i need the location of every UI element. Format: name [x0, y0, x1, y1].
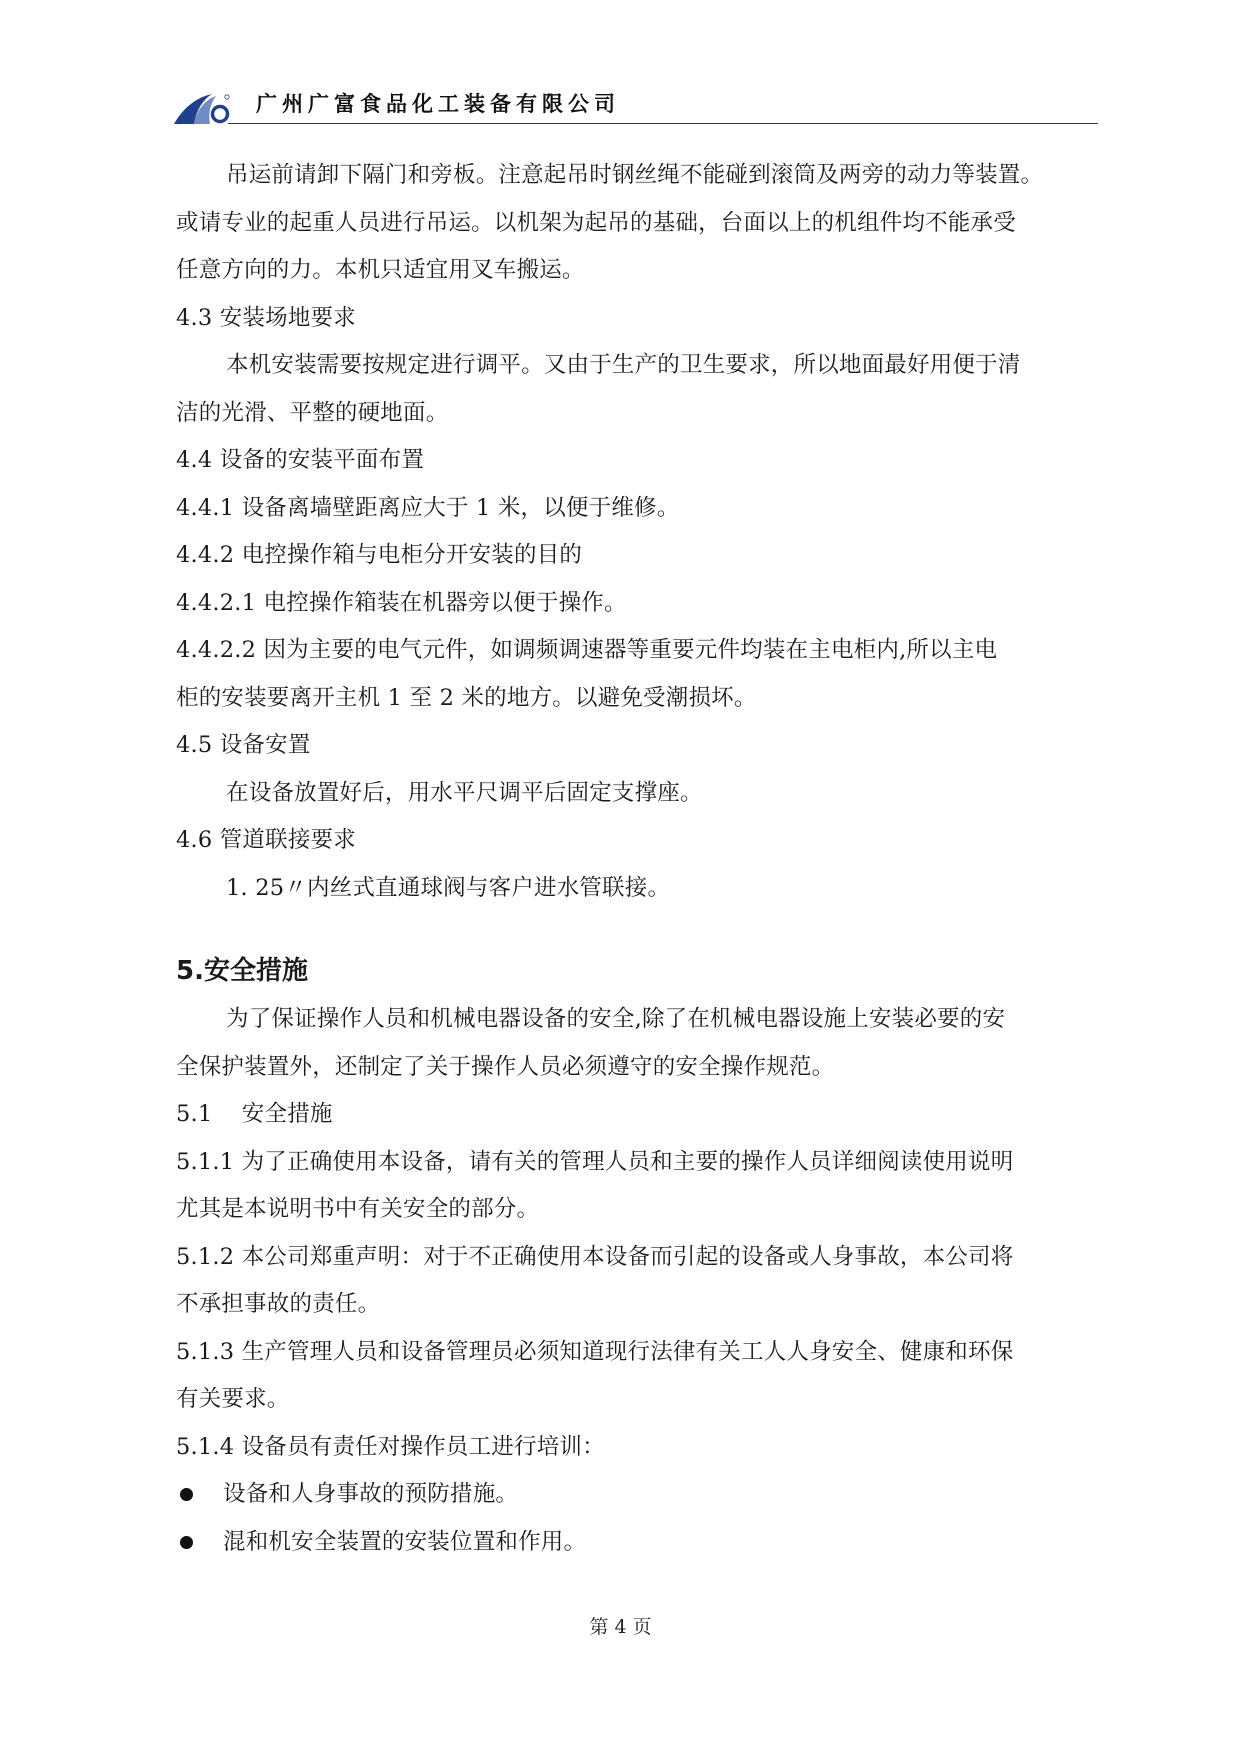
paragraph-line: 为了保证操作人员和机械电器设备的安全,除了在机械电器设施上安装必要的安	[226, 1006, 1006, 1032]
page-number: 第 4 页	[589, 1616, 652, 1638]
header-divider	[228, 123, 1098, 124]
numbered-item: 1. 25〃内丝式直通球阀与客户进水管联接。	[226, 874, 671, 901]
company-logo-icon	[172, 88, 236, 128]
paragraph-line: 全保护装置外，还制定了关于操作人员必须遵守的安全操作规范。	[176, 1053, 835, 1080]
spacer	[176, 912, 1106, 946]
page-header	[172, 82, 1098, 130]
paragraph-line: 尤其是本说明书中有关安全的部分。	[176, 1196, 540, 1222]
section-item-5-1-2: 5.1.2 本公司郑重声明：对于不正确使用本设备而引起的设备或人身事故，本公司将	[176, 1243, 1014, 1270]
bullet-text: 混和机安全装置的安装位置和作用。	[223, 1528, 587, 1555]
paragraph-line: 本机安装需要按规定进行调平。又由于生产的卫生要求，所以地面最好用便于清	[226, 352, 1021, 378]
document-body	[176, 152, 1106, 1566]
section-title-4-3: 4.3 安装场地要求	[176, 304, 356, 331]
bullet-text: 设备和人身事故的预防措施。	[223, 1481, 519, 1507]
section-item-5-1-4: 5.1.4 设备员有责任对操作员工进行培训：	[176, 1433, 605, 1460]
section-title-4-5: 4.5 设备安置	[176, 732, 311, 758]
paragraph-line: 或请专业的起重人员进行吊运。以机架为起吊的基础，台面以上的机组件均不能承受	[176, 209, 1016, 236]
bullet-icon	[180, 1488, 193, 1501]
bullet-item	[176, 1519, 1106, 1567]
paragraph-line: 任意方向的力。本机只适宜用叉车搬运。	[176, 257, 585, 283]
section-item-5-1-1: 5.1.1 为了正确使用本设备，请有关的管理人员和主要的操作人员详细阅读使用说明	[176, 1148, 1014, 1175]
paragraph-line: 柜的安装要离开主机 1 至 2 米的地方。以避免受潮损坏。	[176, 684, 757, 711]
section-item-4-4-2: 4.4.2 电控操作箱与电柜分开安装的目的	[176, 542, 583, 568]
company-name: 广州广富食品化工装备有限公司	[256, 92, 620, 116]
paragraph-line: 有关要求。	[176, 1386, 290, 1412]
section-item-4-4-1: 4.4.1 设备离墙壁距离应大于 1 米，以便于维修。	[176, 494, 680, 521]
section-title-5-1: 5.1 安全措施	[176, 1101, 333, 1127]
paragraph-line: 洁的光滑、平整的硬地面。	[176, 399, 449, 426]
paragraph-line: 在设备放置好后，用水平尺调平后固定支撑座。	[226, 779, 703, 806]
paragraph-line: 不承担事故的责任。	[176, 1291, 381, 1317]
section-item-4-4-2-1: 4.4.2.1 电控操作箱装在机器旁以便于操作。	[176, 589, 627, 616]
section-item-5-1-3: 5.1.3 生产管理人员和设备管理员必须知道现行法律有关工人人身安全、健康和环保	[176, 1338, 1014, 1365]
bullet-icon	[180, 1536, 193, 1549]
chapter-heading-5: 5.安全措施	[176, 956, 308, 986]
section-title-4-6: 4.6 管道联接要求	[176, 827, 356, 853]
section-item-4-4-2-2: 4.4.2.2 因为主要的电气元件，如调频调速器等重要元件均装在主电柜内,所以主电	[176, 637, 998, 663]
bullet-item	[176, 1471, 1106, 1519]
paragraph-line: 吊运前请卸下隔门和旁板。注意起吊时钢丝绳不能碰到滚筒及两旁的动力等装置。	[226, 162, 1044, 188]
section-title-4-4: 4.4 设备的安装平面布置	[176, 447, 425, 473]
